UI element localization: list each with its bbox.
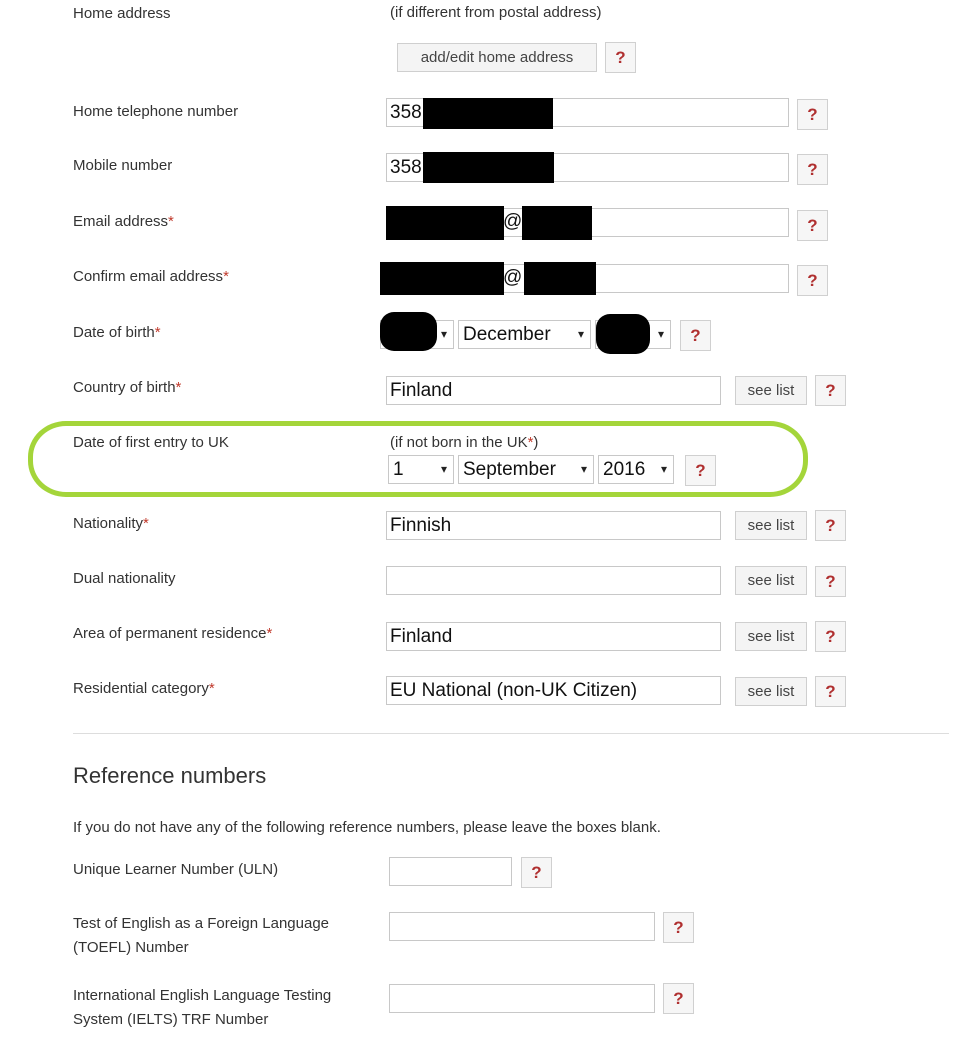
redaction-block [596,314,650,354]
chevron-down-icon: ▾ [580,462,587,476]
residential-category-see-list-button[interactable]: see list [735,677,807,706]
date-of-birth-label: Date of birth* [73,324,161,341]
dual-nationality-help-icon[interactable]: ? [815,566,846,597]
confirm-email-help-icon[interactable]: ? [797,265,828,296]
uln-label: Unique Learner Number (ULN) [73,861,279,878]
permanent-residence-help-icon[interactable]: ? [815,621,846,652]
residential-category-help-icon[interactable]: ? [815,676,846,707]
first-entry-help-icon[interactable]: ? [685,455,716,486]
email-help-icon[interactable]: ? [797,210,828,241]
mobile-label: Mobile number [73,157,173,174]
first-entry-note: (if not born in the UK*) [390,434,539,451]
home-telephone-label: Home telephone number [73,103,239,120]
dual-nationality-label: Dual nationality [73,570,176,587]
mobile-input[interactable]: 358 [386,153,789,182]
home-address-help-icon[interactable]: ? [605,42,636,73]
toefl-input[interactable] [389,912,655,941]
redaction-block [386,206,504,240]
first-entry-day-select[interactable]: 1 ▾ [388,455,454,484]
chevron-down-icon: ▾ [660,462,667,476]
uln-input[interactable] [389,857,512,886]
country-of-birth-input[interactable]: Finland [386,376,721,405]
email-label: Email address* [73,213,174,230]
ielts-label: International English Language Testing System (IELTS) TRF Number [73,987,332,1028]
first-entry-label: Date of first entry to UK [73,434,229,451]
chevron-down-icon: ▾ [440,327,447,341]
chevron-down-icon: ▾ [657,327,664,341]
redaction-block [524,262,596,295]
home-telephone-help-icon[interactable]: ? [797,99,828,130]
redaction-block [423,152,554,183]
country-of-birth-label: Country of birth* [73,379,182,396]
home-address-note: (if different from postal address) [390,4,602,21]
home-telephone-input[interactable]: 358 [386,98,789,127]
permanent-residence-input[interactable]: Finland [386,622,721,651]
add-edit-home-address-button[interactable]: add/edit home address [397,43,597,72]
section-divider [73,733,949,734]
chevron-down-icon: ▾ [440,462,447,476]
first-entry-year-select[interactable]: 2016 ▾ [598,455,674,484]
redaction-block [423,98,553,129]
redaction-block [380,312,437,351]
chevron-down-icon: ▾ [577,327,584,341]
confirm-email-at-sign: @ [503,267,523,288]
reference-numbers-heading: Reference numbers [73,763,267,788]
toefl-label: Test of English as a Foreign Language (TOEFL) Number [73,915,330,956]
home-address-label: Home address [73,5,171,22]
dob-help-icon[interactable]: ? [680,320,711,351]
dual-nationality-see-list-button[interactable]: see list [735,566,807,595]
nationality-see-list-button[interactable]: see list [735,511,807,540]
toefl-help-icon[interactable]: ? [663,912,694,943]
uln-help-icon[interactable]: ? [521,857,552,888]
ielts-input[interactable] [389,984,655,1013]
dob-month-select[interactable]: December ▾ [458,320,591,349]
dual-nationality-input[interactable] [386,566,721,595]
mobile-help-icon[interactable]: ? [797,154,828,185]
permanent-residence-see-list-button[interactable]: see list [735,622,807,651]
residential-category-input[interactable]: EU National (non-UK Citizen) [386,676,721,705]
nationality-help-icon[interactable]: ? [815,510,846,541]
country-of-birth-help-icon[interactable]: ? [815,375,846,406]
residential-category-label: Residential category* [73,680,215,697]
country-of-birth-see-list-button[interactable]: see list [735,376,807,405]
confirm-email-label: Confirm email address* [73,268,229,285]
reference-numbers-intro: If you do not have any of the following reference numbers, please leave the boxes blank. [73,819,661,836]
permanent-residence-label: Area of permanent residence* [73,625,273,642]
redaction-block [380,262,504,295]
email-at-sign: @ [503,211,523,232]
nationality-label: Nationality* [73,515,149,532]
ielts-help-icon[interactable]: ? [663,983,694,1014]
redaction-block [522,206,592,240]
nationality-input[interactable]: Finnish [386,511,721,540]
first-entry-month-select[interactable]: September ▾ [458,455,594,484]
